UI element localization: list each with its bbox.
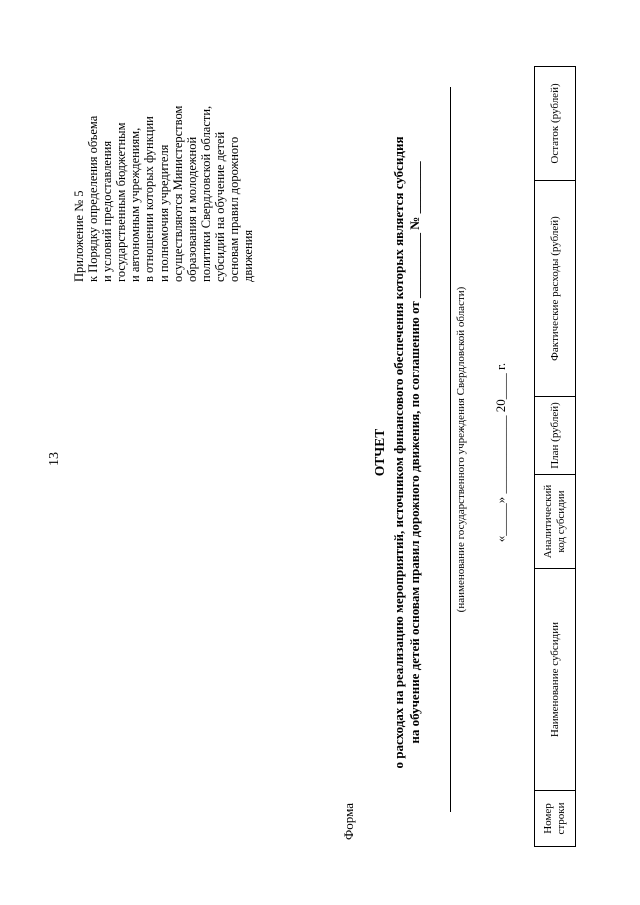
report-date: «_____» ____________ 20____ г. [493, 362, 508, 543]
appendix-line: в отношении которых функции [142, 116, 157, 282]
page-number: 13 [47, 452, 62, 466]
appendix-line: субсидий на обучение детей [212, 131, 227, 282]
column-header-actual-expenses: Фактические расходы (рублей) [535, 181, 576, 397]
institution-name-line [450, 87, 451, 812]
report-subtitle-line-2: на обучение детей основам правил дорожного движения, по соглашению от __________ № ________ [407, 161, 422, 744]
appendix-line: основам правил дорожного [227, 136, 242, 282]
appendix-line: политики Свердловской области, [198, 105, 213, 282]
report-title: ОТЧЕТ [372, 428, 387, 477]
appendix-line: и автономным учреждениям, [128, 127, 143, 282]
column-header-balance: Остаток (рублей) [535, 67, 576, 181]
column-header-row-number: Номер строки [535, 791, 576, 847]
appendix-line: к Порядку определения объема [86, 115, 101, 282]
column-header-analytic-code: Аналитический код субсидии [535, 475, 576, 569]
appendix-line: и условий предоставления [100, 140, 115, 282]
appendix-line: государственным бюджетным [114, 122, 129, 282]
report-subtitle-line-1: о расходах на реализацию мероприятий, источником финансового обеспечения которых является субсидия [391, 136, 406, 769]
appendix-line: Приложение № 5 [72, 190, 86, 282]
report-table [534, 66, 576, 847]
appendix-line: осуществляются Министерством [170, 105, 185, 282]
column-header-plan: План (рублей) [535, 397, 576, 475]
table-header-row [535, 67, 576, 847]
column-header-subsidy-name: Наименование субсидии [535, 569, 576, 791]
institution-caption: (наименование государственного учреждения Свердловской области) [455, 286, 467, 613]
appendix-line: образования и молодежной [184, 136, 199, 282]
appendix-header [72, 2, 255, 282]
form-label: Форма [341, 803, 356, 840]
appendix-line: движения [241, 229, 256, 282]
appendix-line: и полномочия учредителя [156, 144, 171, 282]
